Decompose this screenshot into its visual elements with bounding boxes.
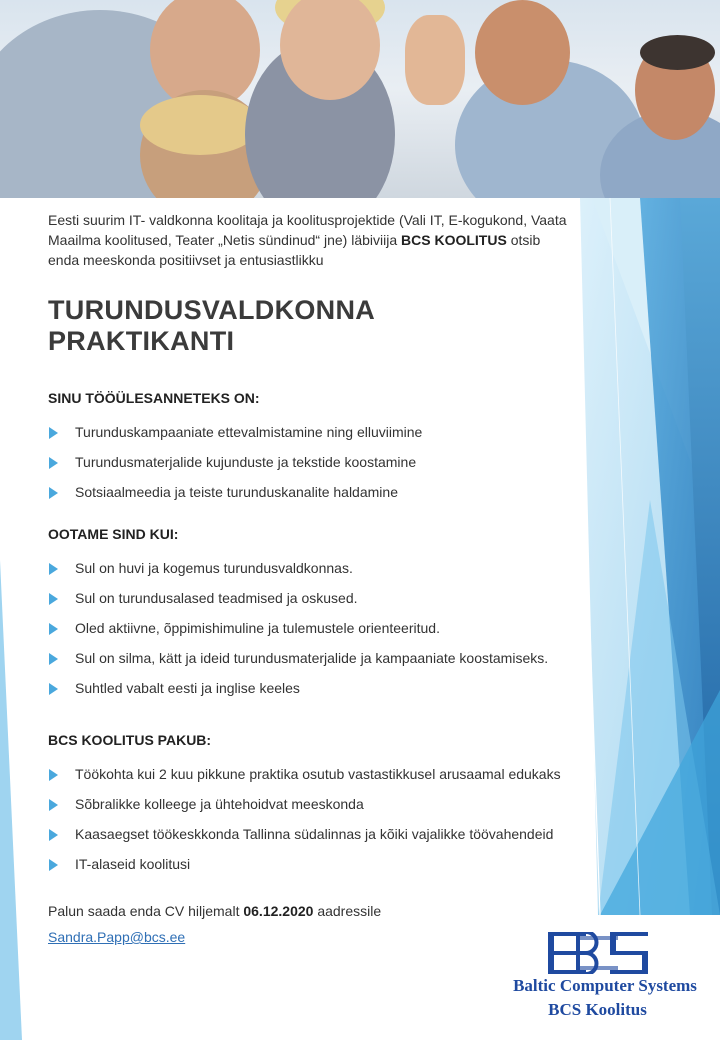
list-item-text: Oled aktiivne, õppimishimuline ja tulemustele orienteeritud.: [75, 620, 440, 636]
list-item: [48, 589, 573, 608]
tasks-section: [48, 390, 573, 502]
list-item-text: Sõbralikke kolleege ja ühtehoidvat meeskonda: [75, 796, 364, 812]
email-link[interactable]: Sandra.Papp@bcs.ee: [48, 929, 186, 945]
triangle-bullet-icon: [49, 427, 58, 439]
list-item: [48, 559, 573, 578]
requirements-section: [48, 526, 573, 698]
list-item: [48, 679, 573, 698]
triangle-bullet-icon: [49, 457, 58, 469]
list-item: [48, 483, 573, 502]
triangle-bullet-icon: [49, 769, 58, 781]
triangle-bullet-icon: [49, 487, 58, 499]
tasks-heading: SINU TÖÖÜLESANNETEKS ON:: [48, 390, 260, 406]
list-item-text: Töökohta kui 2 kuu pikkune praktika osutub vastastikkusel arusaamal edukaks: [75, 766, 561, 782]
closing-text-after: aadressile: [317, 903, 382, 919]
list-item: [48, 423, 573, 442]
list-item-text: Turunduskampaaniate ettevalmistamine ning elluviimine: [75, 424, 423, 440]
list-item-text: Turundusmaterjalide kujunduste ja tekstide koostamine: [75, 454, 417, 470]
list-item: [48, 765, 573, 784]
triangle-bullet-icon: [49, 653, 58, 665]
intro-text-after: otsib enda meeskonda positiivset ja entusiastlikku: [48, 232, 541, 268]
list-item-text: Kaasaegset töökeskkonda Tallinna südalinnas ja kõiki vajalikke töövahendeid: [75, 826, 554, 842]
job-title-line1: TURUNDUSVALDKONNA: [48, 295, 376, 325]
requirements-list: [48, 559, 573, 698]
intro-text: Eesti suurim IT- valdkonna koolitaja ja koolitusprojektide (Vali IT, E-kogukond, Vaata Maailma koolitused, Teater „Netis sündinud“ jne) läbiviija: [48, 212, 567, 248]
offer-list: [48, 765, 573, 874]
triangle-bullet-icon: [49, 829, 58, 841]
triangle-bullet-icon: [49, 593, 58, 605]
hero-photo: [0, 0, 720, 198]
triangle-bullet-icon: [49, 859, 58, 871]
tasks-list: [48, 423, 573, 502]
triangle-bullet-icon: [49, 683, 58, 695]
list-item-text: Sul on silma, kätt ja ideid turundusmaterjalide ja kampaaniate koostamiseks.: [75, 650, 549, 666]
deadline-date: 06.12.2020: [243, 903, 314, 919]
list-item: [48, 649, 573, 668]
job-title: [48, 295, 573, 357]
job-title-line2: PRAKTIKANTI: [48, 326, 235, 356]
list-item: [48, 453, 573, 472]
triangle-bullet-icon: [49, 563, 58, 575]
company-logo: [490, 920, 720, 1040]
job-ad-content: [48, 210, 573, 947]
triangle-bullet-icon: [49, 623, 58, 635]
logo-company-name: Baltic Computer Systems: [513, 976, 697, 995]
bcs-logo-mark-icon: [548, 932, 648, 974]
logo-division-name: BCS Koolitus: [548, 1000, 647, 1019]
offer-section: [48, 732, 573, 874]
list-item-text: Sotsiaalmeedia ja teiste turunduskanalite haldamine: [75, 484, 398, 500]
offer-heading: BCS KOOLITUS PAKUB:: [48, 732, 212, 748]
list-item-text: Suhtled vabalt eesti ja inglise keeles: [75, 680, 300, 696]
list-item-text: IT-alaseid koolitusi: [75, 856, 191, 872]
list-item: [48, 855, 573, 874]
company-name: BCS KOOLITUS: [401, 232, 507, 248]
list-item: [48, 619, 573, 638]
requirements-heading: OOTAME SIND KUI:: [48, 526, 179, 542]
list-item-text: Sul on turundusalased teadmised ja oskused.: [75, 590, 358, 606]
closing-text: Palun saada enda CV hiljemalt: [48, 903, 240, 919]
closing-paragraph: [48, 901, 573, 921]
triangle-bullet-icon: [49, 799, 58, 811]
list-item: [48, 825, 573, 844]
list-item: [48, 795, 573, 814]
list-item-text: Sul on huvi ja kogemus turundusvaldkonnas.: [75, 560, 353, 576]
intro-paragraph: [48, 210, 573, 270]
